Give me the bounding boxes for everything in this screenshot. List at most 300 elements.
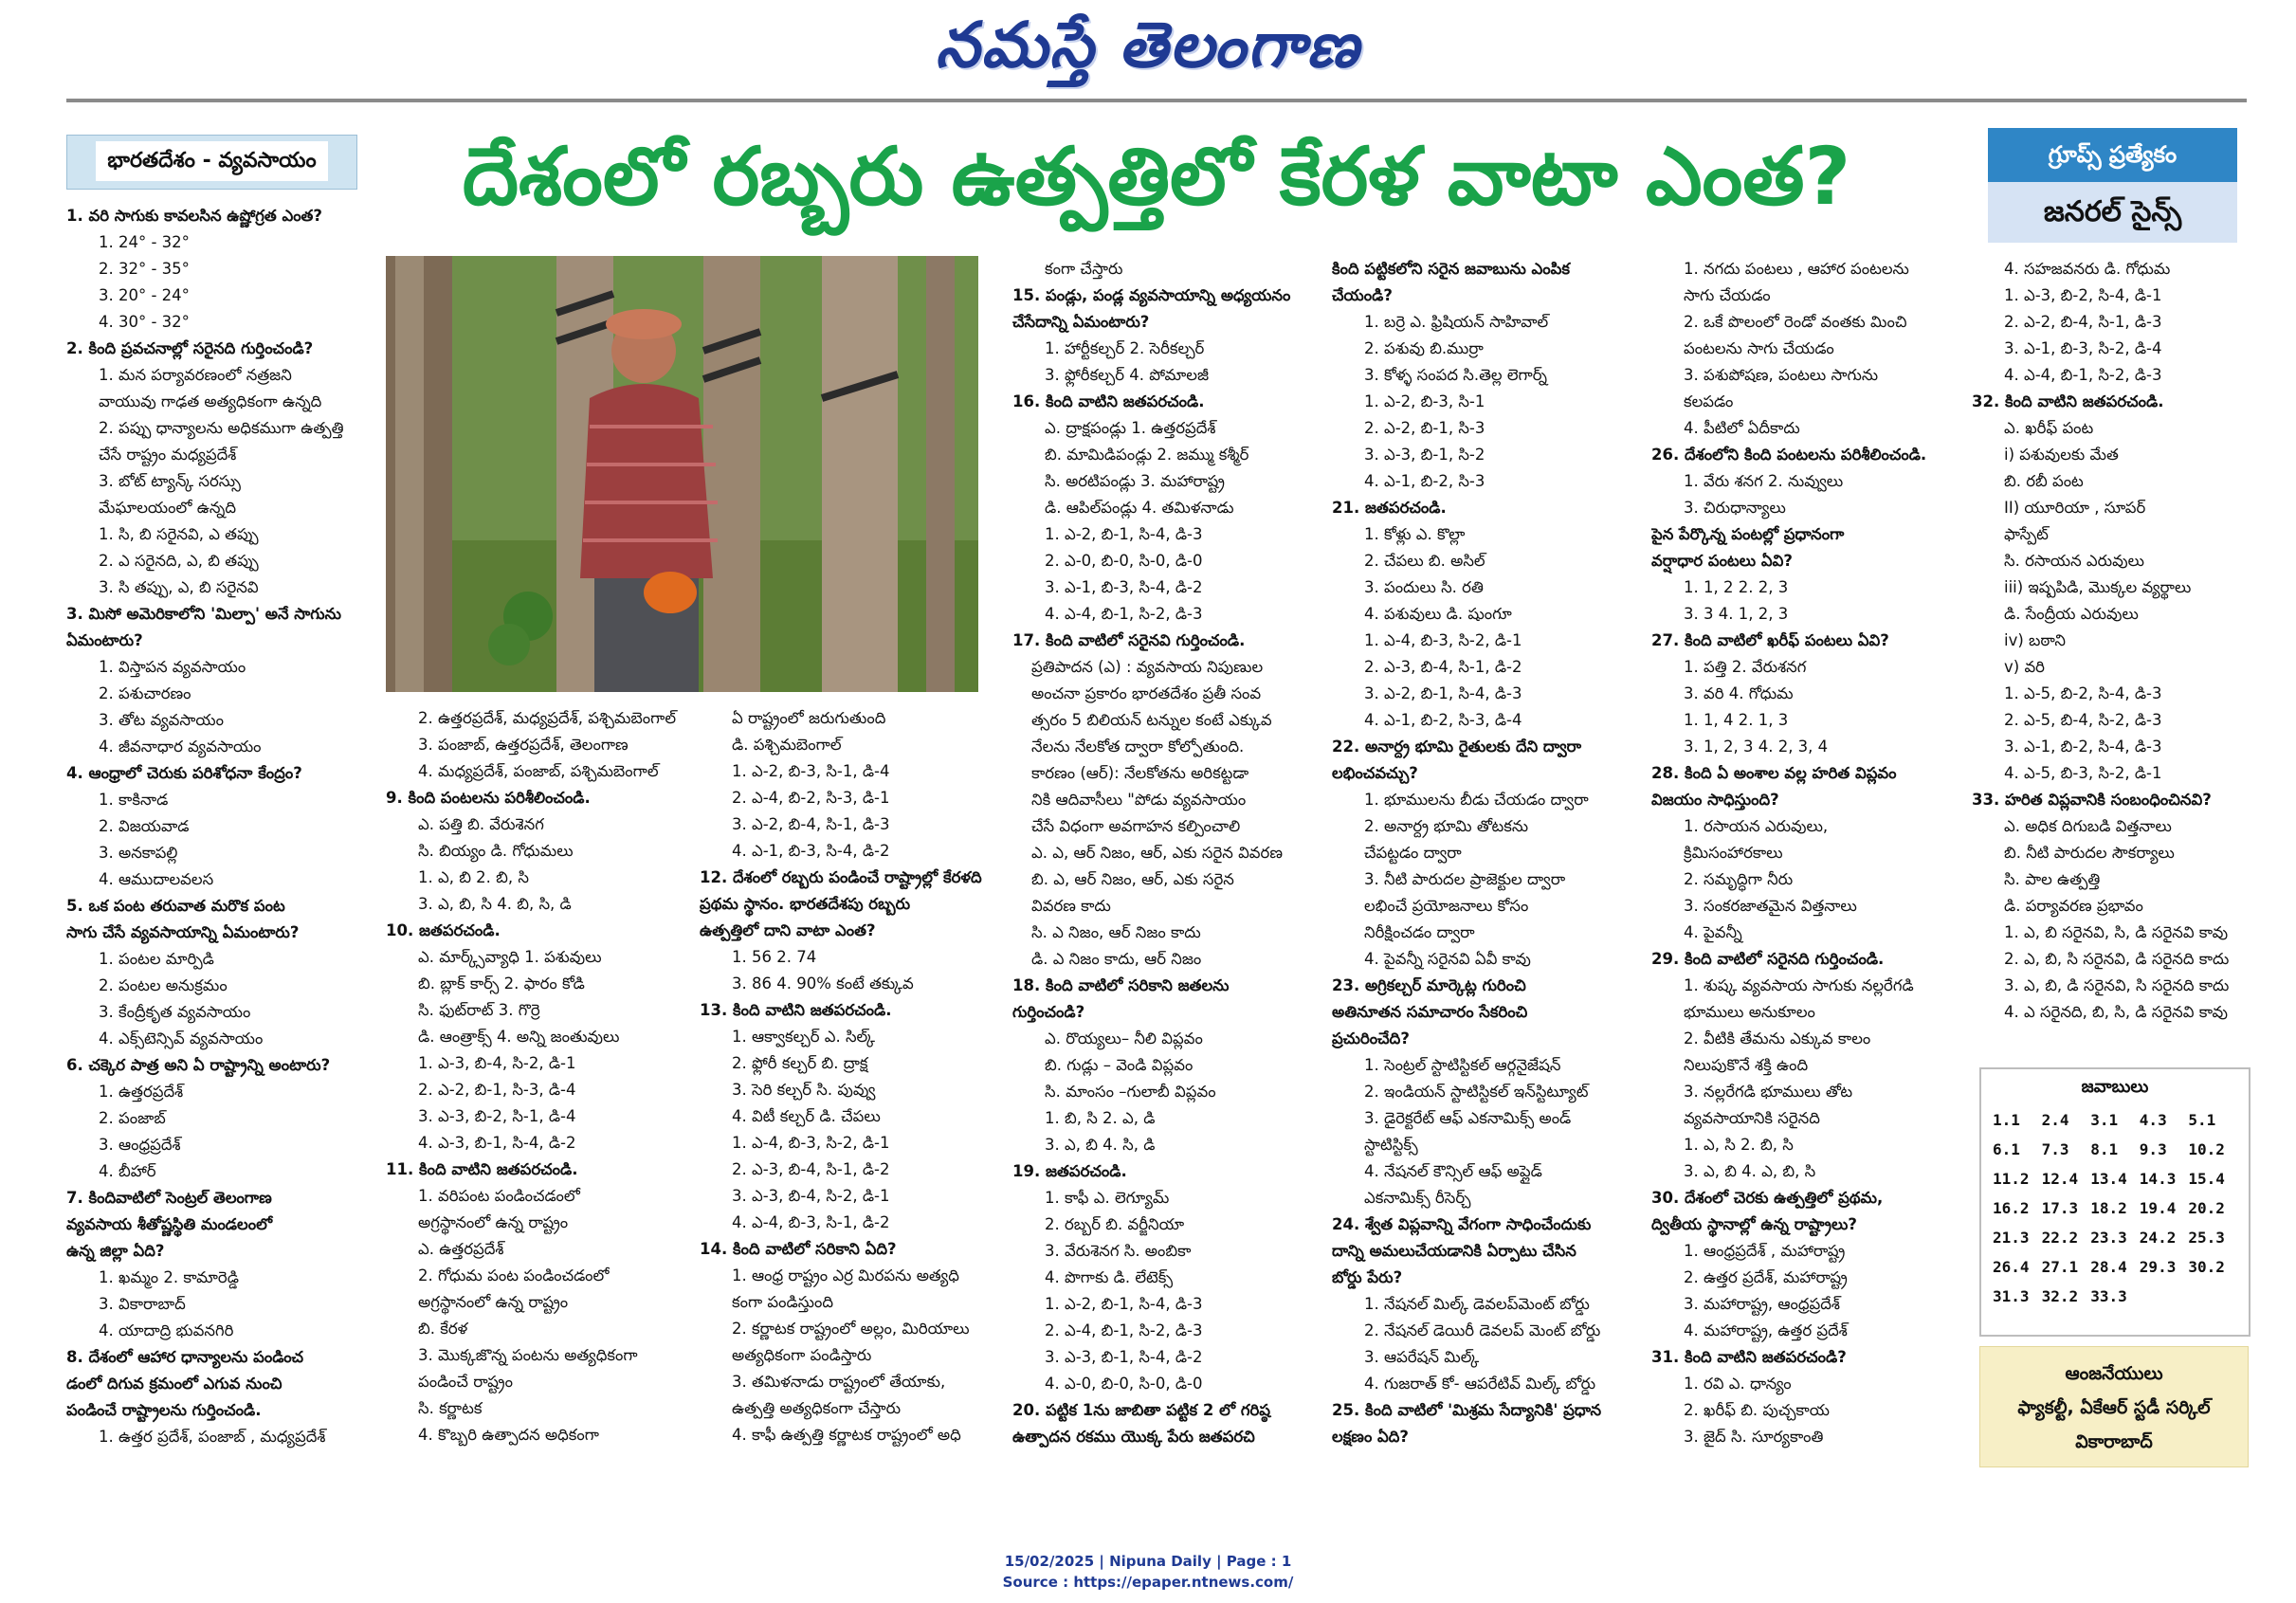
option-line: బి. కేరళ (418, 1320, 468, 1338)
question-line: గుర్తించండి? (1012, 1003, 1085, 1021)
subject-banner: జనరల్ సైన్స్ (1988, 182, 2237, 243)
option-line: 4. పైవన్నీ సరైనవి ఏవీ కావు (1364, 950, 1531, 968)
question-column-2 (386, 705, 694, 1448)
question-line: 4. ఆంధ్రాలో చెరుకు పరిశోధనా కేంద్రం? (66, 764, 302, 782)
option-line: 3. చిరుధాన్యాలు (1684, 499, 1786, 517)
question-line: 6. చక్కెర పాత్ర అని ఏ రాష్ట్రాన్ని అంటారు? (66, 1056, 331, 1074)
question-line: 31. కింది వాటిని జతపరచండి? (1651, 1348, 1847, 1366)
option-line: 2. ఎ సరైనది, ఎ, బి తప్పు (99, 552, 259, 570)
option-line: 3. సి తప్పు, ఎ, బి సరైనవి (99, 578, 259, 596)
option-line: 3. ఎ-3, బి-1, సి-2 (1364, 446, 1485, 464)
option-line: 3. 3 4. 1, 2, 3 (1684, 605, 1789, 623)
option-line: 2. వీటికి తేమను ఎక్కువ కాలం (1684, 1029, 1871, 1047)
option-line: సి. ఎ నిజం, ఆర్ నిజం కాదు (1031, 923, 1201, 941)
answer-key-grid (1981, 1103, 2249, 1313)
option-line: 1. ఆంధ్ర రాష్ట్రం ఎర్ర మిరపను అత్యధి (732, 1266, 959, 1284)
answer-item: 20.2 (2188, 1199, 2225, 1217)
option-line: 1. బి, సి 2. ఎ, డి (1045, 1109, 1156, 1127)
option-line: 1. కోళ్లు ఎ. కొల్లా (1364, 525, 1466, 543)
option-line: 1. విస్తాపన వ్యవసాయం (99, 658, 246, 676)
answer-item: 27.1 (2041, 1258, 2079, 1276)
option-line: 1. ఖమ్మం 2. కామారెడ్డి (99, 1268, 239, 1286)
option-line: ఫాస్పేట్ (2004, 525, 2049, 543)
option-line: 2. ఎ-2, బి-1, సి-3 (1364, 419, 1485, 437)
option-line: అంచనా ప్రకారం భారతదేశం ప్రతీ సంవ (1031, 684, 1262, 702)
option-line: 3. పంజాబ్, ఉత్తరప్రదేశ్, తెలంగాణ (418, 736, 629, 754)
question-line: కింది పట్టికలోని సరైన జవాబును ఎంపిక (1332, 260, 1570, 278)
answer-item: 14.3 (2139, 1170, 2177, 1188)
option-line: 3. కేంద్రీకృత వ్యవసాయం (99, 1003, 251, 1021)
option-line: 1. ఉత్తర ప్రదేశ్, పంజాబ్ , మధ్యప్రదేశ్ (99, 1428, 326, 1446)
question-line: ప్రథమ స్థానం. భారతదేశపు రబ్బరు (700, 895, 911, 913)
answer-item: 3.1 (2090, 1111, 2119, 1129)
option-line: నిరీక్షించడం ద్వారా (1364, 923, 1475, 941)
answer-item: 15.4 (2188, 1170, 2225, 1188)
option-line: 2. ఇండియన్ స్టాటిస్టికల్ ఇన్‌స్టిట్యూట్ (1364, 1083, 1589, 1101)
option-line: కారణం (ఆర్): నేలకోతను అరికట్టడా (1031, 764, 1249, 782)
option-line: 3. ఎ-3, బి-1, సి-4, డి-2 (1045, 1348, 1203, 1366)
section-tag (66, 135, 357, 190)
answer-item: 25.3 (2188, 1229, 2225, 1247)
question-line: లభించవచ్చు? (1332, 764, 1418, 782)
option-line: 3. డైరెక్టరేట్ ఆఫ్ ఎకనామిక్స్ అండ్ (1364, 1109, 1572, 1127)
question-line: పైన పేర్కొన్న పంటల్లో ప్రధానంగా (1651, 525, 1845, 543)
option-line: 4. కొబ్బరి ఉత్పాదన అధికంగా (418, 1426, 599, 1444)
option-line: 1. భూములను బీడు చేయడం ద్వారా (1364, 791, 1589, 809)
answer-item: 31.3 (1993, 1287, 2030, 1305)
question-line: 19. జతపరచండి. (1012, 1162, 1127, 1180)
question-column-5 (1332, 256, 1645, 1450)
question-column-1 (66, 203, 360, 1450)
question-line: 3. మిసో అమెరికాలోని 'మిల్పా' అనే సాగును (66, 605, 341, 623)
question-line: ఉత్పాదన రకము యొక్క పేరు జతపరచి (1012, 1428, 1255, 1446)
option-line: 3. ఎ, బి, డి సరైనవి, సి సరైనది కాదు (2004, 976, 2230, 994)
option-line: వ్యవసాయానికి సరైనది (1684, 1109, 1820, 1127)
option-line: 4. సహజవనరు డి. గోధుమ (2004, 260, 2171, 278)
question-line: 29. కింది వాటిలో సరైనది గుర్తించండి. (1651, 950, 1885, 968)
option-line: 1. నగదు పంటలు , ఆహార పంటలను (1684, 260, 1909, 278)
answer-item: 30.2 (2188, 1258, 2225, 1276)
option-line: 3. వరి 4. గోధుమ (1684, 684, 1794, 702)
option-line: 3. 20° - 24° (99, 286, 190, 304)
option-line: 1. వరిపంట పండించడంలో (418, 1187, 580, 1205)
photo-illustration (386, 256, 978, 692)
option-line: 1. 56 2. 74 (732, 948, 817, 966)
option-line: 3. ఎ-1, బి-3, సి-4, డి-2 (1045, 578, 1203, 596)
option-line: బి. మామిడిపండ్లు 2. జమ్ము కశ్మీర్ (1045, 446, 1249, 464)
question-line: 14. కింది వాటిలో సరికాని ఏది? (700, 1240, 897, 1258)
option-line: ఎ. ఖరీఫ్ పంట (2004, 419, 2094, 437)
option-line: 1. ఎ-2, బి-3, సి-1 (1364, 392, 1485, 410)
question-line: ప్రచురించేది? (1332, 1029, 1410, 1047)
option-line: 3. 1, 2, 3 4. 2, 3, 4 (1684, 738, 1829, 756)
option-line: పండించే రాష్ట్రం (418, 1373, 513, 1391)
option-line: 4. పీటిలో ఏదీకాదు (1684, 419, 1800, 437)
option-line: 1. 24° - 32° (99, 233, 190, 251)
option-line: 4. విటీ కల్చర్ డి. చేపలు (732, 1107, 881, 1125)
question-column-3 (700, 705, 1008, 1448)
option-line: ఎకనామిక్స్ రీసెర్చ్ (1364, 1189, 1471, 1207)
option-line: 3. జైద్ సి. సూర్యకాంతి (1684, 1428, 1824, 1446)
page-footer (0, 1551, 2296, 1593)
option-line: 3. వికారాబాద్ (99, 1295, 186, 1313)
option-line: సి. ఫుట్‌రాట్ 3. గొర్రె (418, 1001, 540, 1019)
question-line: ఏమంటారు? (66, 631, 143, 649)
option-line: 1. పత్తి 2. వేరుశనగ (1684, 658, 1807, 676)
question-line: విజయం సాధిస్తుంది? (1651, 791, 1779, 809)
answer-item: 23.3 (2090, 1229, 2127, 1247)
option-line: 1. కాకినాడ (99, 791, 169, 809)
option-line: ఎ. ఉత్తరప్రదేశ్ (418, 1240, 504, 1258)
option-line: 2. సమృద్ధిగా నీరు (1684, 870, 1794, 888)
option-line: 2. ఒకే పొలంలో రెండో వంతకు మించి (1684, 313, 1907, 331)
option-line: iv) బఠాని (2004, 631, 2066, 649)
author-place: వికారాబాద్ (2075, 1431, 2153, 1452)
option-line: 2. ఫ్లోరీ కల్చర్ బి. ద్రాక్ష (732, 1054, 868, 1072)
option-line: 4. 30° - 32° (99, 313, 190, 331)
answer-key-title: జవాబులు (2081, 1077, 2149, 1097)
option-line: 3. తోట వ్యవసాయం (99, 711, 224, 729)
option-line: 3. అనకాపల్లి (99, 844, 178, 862)
option-line: సి. అరటిపండ్లు 3. మహారాష్ట్ర (1045, 472, 1225, 490)
option-line: 3. పశుపోషణ, పంటలు సాగును (1684, 366, 1879, 384)
option-line: 2. చేపలు బి. అసిల్ (1364, 552, 1485, 570)
question-line: 10. జతపరచండి. (386, 921, 501, 939)
option-line: కలపడం (1684, 392, 1734, 410)
option-line: 4. ఎ-1, బి-2, సి-3 (1364, 472, 1485, 490)
option-line: 1. ఎ, సి 2. బి, సి (1684, 1136, 1794, 1154)
option-line: 1. హార్టీకల్చర్ 2. సెరీకల్చర్ (1045, 339, 1205, 357)
option-line: ఎ. ద్రాక్షపండ్లు 1. ఉత్తరప్రదేశ్ (1045, 419, 1216, 437)
footer-date-line: 15/02/2025 | Nipuna Daily | Page : 1 (1004, 1553, 1292, 1570)
answer-item: 26.4 (1993, 1258, 2030, 1276)
question-line: ఉన్న జిల్లా ఏది? (66, 1242, 165, 1260)
option-line: 1. ఉత్తరప్రదేశ్ (99, 1083, 184, 1101)
question-line: ద్వితీయ స్థానాల్లో ఉన్న రాష్ట్రాలు? (1651, 1215, 1857, 1233)
option-line: అత్యధికంగా పండిస్తారు (732, 1346, 872, 1364)
option-line: 1. నేషనల్ మిల్క్ డెవలప్‌మెంట్ బోర్డు (1364, 1295, 1590, 1313)
option-line: 1. వేరు శనగ 2. నువ్వులు (1684, 472, 1844, 490)
option-line: 1. శుష్క వ్యవసాయ సాగుకు నల్లరేగడి (1684, 976, 1914, 994)
question-line: 25. కింది వాటిలో 'మిశ్రమ సేద్యానికి' ప్రధాన (1332, 1401, 1602, 1419)
option-line: 2. పశుచారణం (99, 684, 191, 702)
option-line: 2. అనార్ద్ర భూమి తోటకను (1364, 817, 1529, 835)
option-line: 4. ఎ-5, బి-3, సి-2, డి-1 (2004, 764, 2162, 782)
option-line: అగ్రస్థానంలో ఉన్న రాష్ట్రం (418, 1213, 569, 1231)
question-line: 20. పట్టిక 1ను జాబితా పట్టిక 2 లో గరిష్ఠ (1012, 1401, 1271, 1419)
option-line: 1. బర్రె ఎ. ఫ్రిషియన్ సాహివాల్ (1364, 313, 1549, 331)
option-line: నేలను నేలకోత ద్వారా కోల్పోతుంది. (1031, 738, 1245, 756)
option-line: డి. ఆపిల్‌పండ్లు 4. తమిళనాడు (1045, 499, 1234, 517)
option-line: 3. కోళ్ళ సంపద సి.తెల్ల లెగార్న్ (1364, 366, 1547, 384)
option-line: 4. పొగాకు డి. లేటెక్స్ (1045, 1268, 1174, 1286)
option-line: 3. ఎ, బి, సి 4. బి, సి, డి (418, 895, 572, 913)
option-line: 4. ఎ-1, బి-2, సి-3, డి-4 (1364, 711, 1522, 729)
option-line: 2. ఎ-2, బి-4, సి-1, డి-3 (2004, 313, 2162, 331)
option-line: చేపట్టడం ద్వారా (1364, 844, 1462, 862)
answer-item: 29.3 (2139, 1258, 2177, 1276)
question-line: 16. కింది వాటిని జతపరచండి. (1012, 392, 1205, 410)
headline: దేశంలో రబ్బరు ఉత్పత్తిలో కేరళ వాటా ఎంత? (462, 130, 1851, 223)
question-column-4 (1012, 256, 1325, 1450)
question-line: 26. దేశంలోని కింది పంటలను పరిశీలించండి. (1651, 446, 1927, 464)
option-line: 3. వేరుశెనగ సి. అంబికా (1045, 1242, 1192, 1260)
option-line: బి. గుడ్లు – వెండి విప్లవం (1045, 1056, 1194, 1074)
option-line: ప్రతిపాదన (ఎ) : వ్యవసాయ నిపుణుల (1031, 658, 1264, 676)
author-name: ఆంజనేయులు (2065, 1363, 2163, 1384)
option-line: 1. ఎ-3, బి-4, సి-2, డి-1 (418, 1054, 576, 1072)
question-line: 23. అగ్రికల్చర్ మార్కెట్ల గురించి (1332, 976, 1526, 994)
option-line: 2. పంజాబ్ (99, 1109, 166, 1127)
question-line: 9. కింది పంటలను పరిశీలించండి. (386, 789, 591, 807)
question-line: 12. దేశంలో రబ్బరు పండించే రాష్ట్రాల్లో కేరళది (700, 868, 982, 886)
option-line: 1. ఎ-5, బి-2, సి-4, డి-3 (2004, 684, 2162, 702)
question-line: 18. కింది వాటిలో సరికాని జతలను (1012, 976, 1230, 994)
answer-item: 10.2 (2188, 1140, 2225, 1158)
option-line: 1. ఆంధ్రప్రదేశ్ , మహారాష్ట్ర (1684, 1242, 1846, 1260)
question-line: 27. కింది వాటిలో ఖరీఫ్ పంటలు ఏవి? (1651, 631, 1889, 649)
option-line: డి. సేంద్రీయ ఎరువులు (2004, 605, 2139, 623)
option-line: 2. ఎ, బి, సి సరైనవి, డి సరైనది కాదు (2004, 950, 2230, 968)
header-rule (66, 99, 2247, 102)
option-line: 1. ఎ-4, బి-3, సి-2, డి-1 (1364, 631, 1522, 649)
option-line: 3. ఆపరేషన్ మిల్క్ (1364, 1348, 1480, 1366)
option-line: 1. సి, బి సరైనవి, ఎ తప్పు (99, 525, 259, 543)
option-line: అగ్రస్థానంలో ఉన్న రాష్ట్రం (418, 1293, 569, 1311)
option-line: 3. సంకరజాతమైన విత్తనాలు (1684, 897, 1857, 915)
answer-item: 16.2 (1993, 1199, 2030, 1217)
answer-item: 7.3 (2041, 1140, 2069, 1158)
option-line: బి. రబీ పంట (2004, 472, 2084, 490)
answer-item: 11.2 (1993, 1170, 2030, 1188)
option-line: 2. పశువు బి.ముర్రా (1364, 339, 1484, 357)
option-line: 3. పందులు సి. రతి (1364, 578, 1484, 596)
option-line: 4. పశువులు డి. షుంగూ (1364, 605, 1512, 623)
option-line: 2. ఎ-4, బి-2, సి-3, డి-1 (732, 789, 890, 807)
question-line: 7. కిందివాటిలో సెంట్రల్ తెలంగాణ (66, 1189, 272, 1207)
option-line: 4. మధ్యప్రదేశ్, పంజాబ్, పశ్చిమబెంగాల్ (418, 762, 659, 780)
option-line: కంగా చేస్తారు (1045, 260, 1123, 278)
option-line: డి. ఎ నిజం కాదు, ఆర్ నిజం (1031, 950, 1202, 968)
answer-item: 21.3 (1993, 1229, 2030, 1247)
option-line: 3. ఎ-1, బి-3, సి-2, డి-4 (2004, 339, 2162, 357)
question-line: లక్షణం ఏది? (1332, 1428, 1410, 1446)
option-line: నికి ఆదివాసీలు "పోడు వ్యవసాయం (1031, 791, 1247, 809)
option-line: సి. కర్ణాటక (418, 1399, 483, 1417)
question-line: 17. కింది వాటిలో సరైనవి గుర్తించండి. (1012, 631, 1246, 649)
option-line: 3. తమిళనాడు రాష్ట్రంలో తేయాకు, (732, 1373, 946, 1391)
question-line: 11. కింది వాటిని జతపరచండి. (386, 1160, 578, 1178)
question-line: చేసేదాన్ని ఏమంటారు? (1012, 313, 1150, 331)
answer-key-box (1979, 1067, 2250, 1337)
author-role: ఫ్యాకల్టీ, ఏకేఆర్ స్టడీ సర్కిల్ (2017, 1397, 2211, 1418)
option-line: 1. ఆక్వాకల్చర్ ఎ. సిల్క్ (732, 1028, 876, 1046)
option-line: 3. ఎ-2, బి-1, సి-4, డి-3 (1364, 684, 1522, 702)
option-line: 2. ఎ-0, బి-0, సి-0, డి-0 (1045, 552, 1203, 570)
question-line: చేయండి? (1332, 286, 1393, 304)
question-line: వ్యవసాయ శీతోష్ణస్థితి మండలంలో (66, 1215, 273, 1233)
option-line: డి. పర్యావరణ ప్రభావం (2004, 897, 2143, 915)
option-line: 2. కర్ణాటక రాష్ట్రంలో అల్లం, మిరియాలు (732, 1320, 970, 1338)
option-line: 2. ఎ-5, బి-4, సి-2, డి-3 (2004, 711, 2162, 729)
option-line: 2. ఎ-4, బి-1, సి-2, డి-3 (1045, 1321, 1203, 1339)
option-line: 2. ఎ-3, బి-4, సి-1, డి-2 (732, 1160, 890, 1178)
answer-item: 4.3 (2139, 1111, 2167, 1129)
question-line: 2. కింది ప్రవచనాల్లో సరైనది గుర్తించండి? (66, 339, 314, 357)
option-line: 2. ఖరీఫ్ బి. పుచ్చకాయ (1684, 1401, 1830, 1419)
question-line: బోర్డు పేరు? (1332, 1268, 1403, 1286)
option-line: 3. ఎ-3, బి-4, సి-2, డి-1 (732, 1187, 890, 1205)
option-line: సి. రసాయన ఎరువులు (2004, 552, 2145, 570)
option-line: 2. ఎ-2, బి-1, సి-3, డి-4 (418, 1081, 576, 1099)
option-line: 4. ఎ-4, బి-3, సి-1, డి-2 (732, 1213, 890, 1231)
option-line: 4. జీవనాధార వ్యవసాయం (99, 738, 262, 756)
option-line: ఎ. అధిక దిగుబడి విత్తనాలు (2004, 817, 2172, 835)
option-line: 3. ఆంధ్రప్రదేశ్ (99, 1136, 181, 1154)
question-line: ఉత్పత్తిలో దాని వాటా ఎంత? (700, 921, 876, 939)
option-line: 3. బోట్ ట్యాన్క్ సరస్సు (99, 472, 241, 490)
option-line: 4. ఆముదాలవలస (99, 870, 214, 888)
option-line: 1. మన పర్యావరణంలో నత్రజని (99, 366, 292, 384)
option-line: 4. బీహార్ (99, 1162, 156, 1180)
answer-item: 18.2 (2090, 1199, 2127, 1217)
option-line: II) యూరియా , సూపర్ (2004, 499, 2146, 517)
option-line: మేఘాలయంలో ఉన్నది (99, 499, 237, 517)
question-line: 1. వరి సాగుకు కావలసిన ఉష్ణోగ్రత ఎంత? (66, 207, 322, 225)
option-line: వివరణ కాదు (1031, 897, 1111, 915)
option-line: 2. విజయవాడ (99, 817, 190, 835)
option-line: 3. సెరి కల్చర్ సి. పువ్వు (732, 1081, 876, 1099)
option-line: సాగు చేయడం (1684, 286, 1771, 304)
question-line: దాన్ని అమలుచేయడానికి ఏర్పాటు చేసిన (1332, 1242, 1576, 1260)
option-line: 2. ఎ-3, బి-4, సి-1, డి-2 (1364, 658, 1522, 676)
option-line: 4. ఎ-4, బి-1, సి-2, డి-3 (2004, 366, 2162, 384)
option-line: 1. ఎ-2, బి-3, సి-1, డి-4 (732, 762, 890, 780)
question-line: డంలో దిగువ క్రమంలో ఎగువ నుంచి (66, 1375, 282, 1393)
option-line: క్రిమిసంహారకాలు (1684, 844, 1783, 862)
answer-item: 24.2 (2139, 1229, 2177, 1247)
option-line: పంటలను సాగు చేయడం (1684, 339, 1834, 357)
answer-item: 17.3 (2041, 1199, 2079, 1217)
option-line: 2. పంటల అనుక్రమం (99, 976, 228, 994)
option-line: 4. ఎక్స్‌టెన్సివ్ వ్యవసాయం (99, 1029, 264, 1047)
answer-item: 13.4 (2090, 1170, 2127, 1188)
option-line: ఎ. ఎ, ఆర్ నిజం, ఆర్, ఎకు సరైన వివరణ (1031, 844, 1283, 862)
question-line: సాగు చేసే వ్యవసాయాన్ని ఏమంటారు? (66, 923, 300, 941)
question-line: 15. పండ్లు, పండ్ల వ్యవసాయాన్ని అధ్యయనం (1012, 286, 1291, 304)
question-line: 24. శ్వేత విప్లవాన్ని వేగంగా సాధించేందుకు (1332, 1215, 1592, 1233)
option-line: iii) ఇష్పపిడి, మొక్కల వ్యర్థాలు (2004, 578, 2192, 596)
question-line: పండించే రాష్ట్రాలను గుర్తించండి. (66, 1401, 262, 1419)
option-line: ఎ. రొయ్యలు– నీలి విప్లవం (1045, 1029, 1203, 1047)
rubber-tapping-photo (386, 256, 978, 692)
footer-source-line: Source : https://epaper.ntnews.com/ (1002, 1574, 1294, 1591)
question-line: 30. దేశంలో చెరకు ఉత్పత్తిలో ప్రథమ, (1651, 1189, 1884, 1207)
option-line: 4. గుజరాత్ కో- ఆపరేటివ్ మిల్క్ బోర్డు (1364, 1375, 1596, 1393)
option-line: 1. 1, 2 2. 2, 3 (1684, 578, 1789, 596)
option-line: ఏ రాష్ట్రంలో జరుగుతుంది (732, 709, 886, 727)
option-line: 4. పైవన్నీ (1684, 923, 1742, 941)
option-line: 1. 1, 4 2. 1, 3 (1684, 711, 1789, 729)
option-line: డి. ఆంత్రాక్స్ 4. అన్ని జంతువులు (418, 1028, 620, 1046)
question-line: 21. జతపరచండి. (1332, 499, 1447, 517)
masthead (0, 8, 2296, 95)
option-line: ఎ. మార్క్స్‌వ్యాధి 1. పశువులు (418, 948, 602, 966)
question-line: 33. హరిత విప్లవానికి సంబంధించినవి? (1972, 791, 2212, 809)
question-column-7 (1972, 256, 2256, 1026)
answer-item: 6.1 (1993, 1140, 2020, 1158)
option-line: ఎ. పత్తి బి. వేరుశెనగ (418, 815, 544, 833)
option-line: 3. మొక్కజొన్న పంటను అత్యధికంగా (418, 1346, 638, 1364)
option-line: 4. కాఫీ ఉత్పత్తి కర్ణాటక రాష్ట్రంలో అధి (732, 1426, 961, 1444)
option-line: సి. మాంసం –గులాబీ విప్లవం (1045, 1083, 1216, 1101)
option-line: 2. పప్పు ధాన్యాలను అధికముగా ఉత్పత్తి (99, 419, 344, 437)
answer-item: 2.4 (2041, 1111, 2069, 1129)
answer-item: 12.4 (2041, 1170, 2079, 1188)
option-line: v) వరి (2004, 658, 2045, 676)
option-line: 1. రసాయన ఎరువులు, (1684, 817, 1829, 835)
option-line: 3. నల్లరేగడి భూములు తోట (1684, 1083, 1853, 1101)
option-line: 3. ఎ, బి 4. ఎ, బి, సి (1684, 1162, 1816, 1180)
option-line: 1. సెంట్రల్ స్టాటిస్టికల్ ఆర్గనైజేషన్ (1364, 1056, 1561, 1074)
option-line: 2. ఉత్తరప్రదేశ్, మధ్యప్రదేశ్, పశ్చిమబెంగాల్ (418, 709, 677, 727)
option-line: బి. బ్లాక్ కార్స్ 2. ఫారం కోడి (418, 975, 585, 993)
option-line: 3. 86 4. 90% కంటే తక్కువ (732, 975, 914, 993)
option-line: 4. యాదాద్రి భువనగిరి (99, 1321, 234, 1339)
option-line: చేసే రాష్ట్రం మధ్యప్రదేశ్ (99, 446, 237, 464)
option-line: 3. ఎ, బి 4. సి, డి (1045, 1136, 1156, 1154)
question-line: 5. ఒక పంట తరువాత మరొక పంట (66, 897, 285, 915)
option-line: భూములు అనుకూలం (1684, 1003, 1815, 1021)
option-line: బి. నీటి పారుదల సౌకర్యాలు (2004, 844, 2175, 862)
option-line: త్సరం 5 బిలియన్ టన్నుల కంటే ఎక్కువ (1031, 711, 1272, 729)
question-line: వర్షాధార పంటలు ఏవి? (1651, 552, 1793, 570)
groups-special-banner: గ్రూప్స్ ప్రత్యేకం (1988, 128, 2237, 182)
option-line: నిలుపుకొనే శక్తి ఉంది (1684, 1056, 1809, 1074)
author-box (1979, 1346, 2249, 1467)
option-line: లభించే ప్రయోజనాలు కోసం (1364, 897, 1529, 915)
option-line: 4. ఎ-4, బి-1, సి-2, డి-3 (1045, 605, 1203, 623)
masthead-title: నమస్తే తెలంగాణ (935, 8, 1361, 82)
answer-item: 32.2 (2041, 1287, 2079, 1305)
question-line: అతినూతన సమాచారం సేకరించి (1332, 1003, 1528, 1021)
option-line: ఉత్పత్తి అత్యధికంగా చేస్తారు (732, 1399, 902, 1417)
option-line: 1. ఎ-2, బి-1, సి-4, డి-3 (1045, 525, 1203, 543)
answer-item: 5.1 (2188, 1111, 2216, 1129)
option-line: 4. ఎ-0, బి-0, సి-0, డి-0 (1045, 1375, 1203, 1393)
option-line: 3. ఎ-3, బి-2, సి-1, డి-4 (418, 1107, 576, 1125)
option-line: 1. రవి ఎ. ధాన్యం (1684, 1375, 1792, 1393)
option-line: వాయువు గాఢత అత్యధికంగా ఉన్నది (99, 392, 322, 410)
answer-item: 1.1 (1993, 1111, 2020, 1129)
question-line: 13. కింది వాటిని జతపరచండి. (700, 1001, 892, 1019)
option-line: 4. ఎ-3, బి-1, సి-4, డి-2 (418, 1134, 576, 1152)
option-line: i) పశువులకు మేత (2004, 446, 2119, 464)
option-line: కంగా పండిస్తుంది (732, 1293, 834, 1311)
question-line: 8. దేశంలో ఆహార ధాన్యాలను పండించ (66, 1348, 304, 1366)
option-line: 2. ఉత్తర ప్రదేశ్, మహారాష్ట్ర (1684, 1268, 1848, 1286)
option-line: 2. రబ్బర్ బి. వర్జీనియా (1045, 1215, 1185, 1233)
option-line: 1. ఎ-4, బి-3, సి-2, డి-1 (732, 1134, 890, 1152)
option-line: సి. పాల ఉత్పత్తి (2004, 870, 2101, 888)
option-line: 1. పంటల మార్పిడి (99, 950, 214, 968)
answer-item: 9.3 (2139, 1140, 2167, 1158)
option-line: 1. ఎ, బి 2. బి, సి (418, 868, 529, 886)
section-tag-label: భారతదేశం - వ్యవసాయం (96, 141, 328, 181)
option-line: 4. నేషనల్ కౌన్సిల్ ఆఫ్ అప్లైడ్ (1364, 1162, 1542, 1180)
option-line: 3. ఫ్లోరీకల్చర్ 4. పోమాలజీ (1045, 366, 1210, 384)
option-line: 1. ఎ, బి సరైనవి, సి, డి సరైనవి కావు (2004, 923, 2229, 941)
